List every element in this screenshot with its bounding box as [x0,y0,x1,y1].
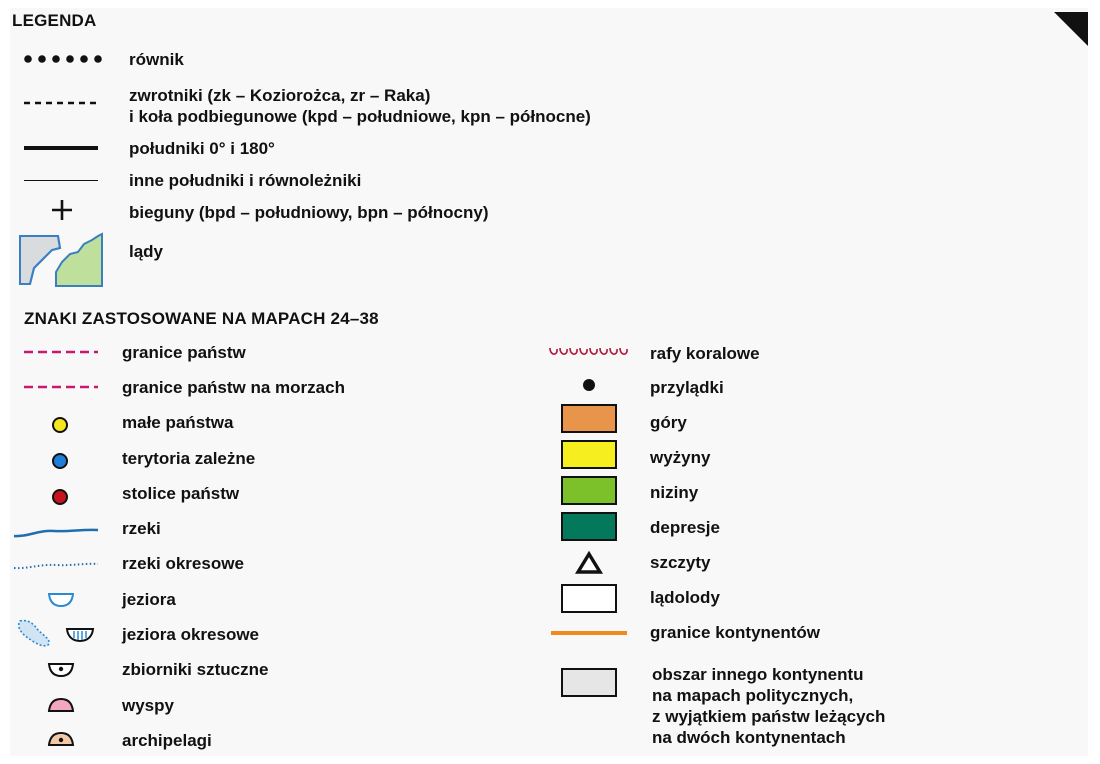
main-meridians-label: południki 0° i 180° [129,139,275,158]
other-continent-label-3: z wyjątkiem państw leżących [652,707,886,726]
other-continent-label-1: obszar innego kontynentu [652,665,864,684]
equator-label: równik [129,50,184,69]
left-label-2: małe państwa [122,413,234,432]
continent-border-line-symbol [551,631,627,635]
peak-triangle-icon [575,551,603,575]
left-label-10: wyspy [122,696,174,715]
other-lines-label: inne południki i równoleżniki [129,171,362,190]
lowlands-swatch [561,476,617,505]
right-label-0: rafy koralowe [650,344,760,363]
reservoir-icon [48,662,74,678]
left-label-1: granice państw na morzach [122,378,345,397]
right-label-1: przylądki [650,378,724,397]
seasonal-lake-icon [66,627,94,643]
lake-icon [48,592,74,608]
dependent-territory-dot-icon [52,453,68,469]
cape-dot-icon [582,378,596,392]
left-label-8: jeziora okresowe [122,625,260,644]
right-label-8: granice kontynentów [650,623,821,642]
other-continent-label-2: na mapach politycznych, [652,686,854,705]
left-label-7: jeziora [122,590,176,609]
left-label-9: zbiorniki sztuczne [122,660,269,679]
left-label-6: rzeki okresowe [122,554,244,573]
archipelago-icon [48,731,74,747]
capital-dot-icon [52,489,68,505]
lands-label: lądy [129,242,164,261]
poles-label: bieguny (bpd – południowy, bpn – północny) [129,203,489,222]
state-border-line-symbol [24,349,98,355]
sea-border-line-symbol [24,384,98,390]
corner-triangle-icon [1054,12,1088,46]
left-label-3: terytoria zależne [122,449,256,468]
tropics-label-2: i koła podbiegunowe (kpd – południowe, kpn – północne) [129,107,591,126]
ice-sheet-swatch [561,584,617,613]
small-state-dot-icon [52,417,68,433]
right-label-4: niziny [650,483,699,502]
seasonal-river-line-symbol [14,560,100,572]
left-label-11: archipelagi [122,731,212,750]
signs-title: ZNAKI ZASTOSOWANE NA MAPACH 24–38 [24,309,379,328]
mountains-swatch [561,404,617,433]
river-line-symbol [14,526,100,540]
other-continent-label-4: na dwóch kontynentach [652,728,846,747]
pole-plus-icon [52,200,72,220]
other-lines-symbol [24,180,98,181]
left-label-4: stolice państw [122,484,240,503]
coral-reef-icon [548,344,634,362]
right-label-3: wyżyny [650,448,711,467]
depressions-swatch [561,512,617,541]
left-label-5: rzeki [122,519,161,538]
tropics-line-symbol [24,100,100,106]
seasonal-lake-shape-icon [16,618,56,648]
island-icon [48,697,74,713]
lands-icon [18,232,106,288]
main-meridians-line-symbol [24,146,98,150]
right-label-7: lądolody [650,588,720,607]
left-label-0: granice państw [122,343,246,362]
right-label-6: szczyty [650,553,711,572]
other-continent-swatch [561,668,617,697]
legend-title: LEGENDA [12,11,97,30]
equator-symbol [24,52,104,66]
uplands-swatch [561,440,617,469]
tropics-label-1: zwrotniki (zk – Koziorożca, zr – Raka) [129,86,431,105]
right-label-5: depresje [650,518,720,537]
right-label-2: góry [650,413,687,432]
